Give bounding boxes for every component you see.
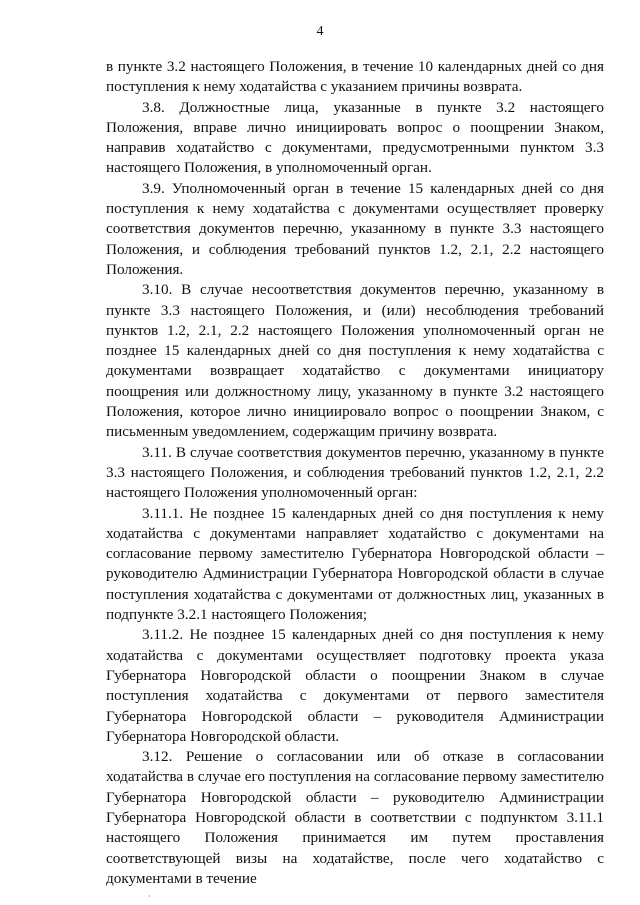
paragraph-3-7-continuation: в пункте 3.2 настоящего Положения, в течение 10 календарных дней со дня поступления к нему ходатайства с указанием причины возврата. xyxy=(106,58,604,96)
paragraph-3-11: 3.11. В случае соответствия документов перечню, указанному в пункте 3.3 настоящего Положения, и соблюдения требований пунктов 1.2, 2.1, 2.2 настоящего Положения уполномоченный орган: xyxy=(106,443,604,502)
document-body xyxy=(106,57,604,889)
paragraph-3-12: 3.12. Решение о согласовании или об отказе в согласовании ходатайства в случае его поступления на согласование первому заместителю Губернатора Новгородской области – руководителю Администрации Губернатора Новгородской области в соответствии с подпунктом 3.11.1 настоящего Положения принимается им путем проставления соответствующей визы на ходатайстве, после чего ходатайство с документами в течение xyxy=(106,748,604,887)
paragraph-3-9: 3.9. Уполномоченный орган в течение 15 календарных дней со дня поступления к нему ходатайства с документами осуществляет проверку соответствия документов перечню, указанному в пункте 3.3 настоящего Положения, и соблюдения требований пунктов 1.2, 2.1, 2.2 настоящего Положения. xyxy=(106,179,604,278)
paragraph-3-11-1: 3.11.1. Не позднее 15 календарных дней со дня поступления к нему ходатайства с документами направляет ходатайство с документами на согласование первому заместителю Губернатора Новгородской области – руководителю Администрации Губернатора Новгородской области в случае поступления ходатайства с документами от должностных лиц, указанных в подпункте 3.2.1 настоящего Положения; xyxy=(106,504,604,624)
scan-speck: · xyxy=(148,892,151,901)
paragraph-3-11-2: 3.11.2. Не позднее 15 календарных дней со дня поступления к нему ходатайства с документами осуществляет подготовку проекта указа Губернатора Новгородской области о поощрении Знаком в случае поступления ходатайства с документами от первого заместителя Губернатора Новгородской области – руководителя Администрации Губернатора Новгородской области. xyxy=(106,626,604,745)
paragraph-3-10: 3.10. В случае несоответствия документов перечню, указанному в пункте 3.3 настоящего Положения, и (или) несоблюдения требований пунктов 1.2, 2.1, 2.2 настоящего Положения уполномоченный орган не позднее 15 календарных дней со дня поступления к нему ходатайства с документами возвращает ходатайство с документами инициатору поощрения или должностному лицу, указанному в пункте 3.2 настоящего Положения, которое лично инициировало вопрос о поощрении Знаком, с письменным уведомлением, содержащим причину возврата. xyxy=(106,281,604,441)
paragraph-3-8: 3.8. Должностные лица, указанные в пункте 3.2 настоящего Положения, вправе лично инициировать вопрос о поощрении Знаком, направив ходатайство с документами, предусмотренными пунктом 3.3 настоящего Положения, в уполномоченный орган. xyxy=(106,98,604,177)
page-number: 4 xyxy=(316,24,324,39)
